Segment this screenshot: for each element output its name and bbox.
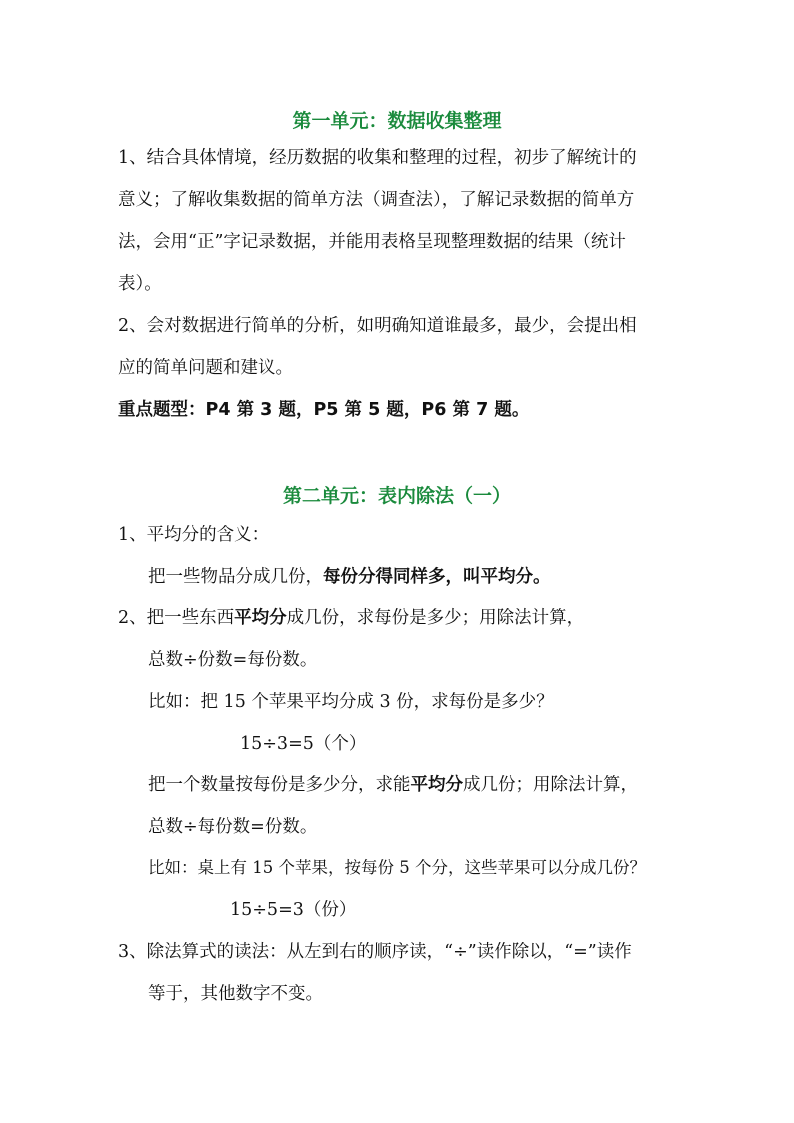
unit1-p1-line1: 1、结合具体情境，经历数据的收集和整理的过程，初步了解统计的 — [118, 148, 637, 168]
unit2-s2-head — [118, 606, 584, 630]
unit1-p2-line2: 应的简单问题和建议。 — [118, 358, 293, 378]
unit2-s3-line1: 3、除法算式的读法：从左到右的顺序读，“÷”读作除以，“=”读作 — [118, 942, 632, 962]
unit2-s3-line2: 等于，其他数字不变。 — [148, 984, 323, 1004]
unit2-s2-line-a: 把一个数量按每份是多少分，求能 — [148, 775, 411, 795]
unit2-s2-eq1: 15÷3=5（个） — [240, 734, 367, 754]
unit2-s1-body — [148, 565, 551, 589]
unit2-s2-head-b: 成几份，求每份是多少；用除法计算， — [286, 608, 585, 628]
unit2-s2-eq2: 15÷5=3（份） — [230, 900, 357, 920]
unit2-s2-line-b: 成几份；用除法计算， — [463, 775, 638, 795]
unit2-s1-body-bold: 每份分得同样多，叫平均分。 — [323, 567, 551, 587]
unit2-s2-head-a: 2、把一些东西 — [118, 608, 235, 628]
unit1-p1-line3: 法，会用“正”字记录数据，并能用表格呈现整理数据的结果（统计 — [118, 232, 626, 252]
unit2-s2-formula2: 总数÷每份数=份数。 — [148, 817, 318, 837]
unit2-s2-line — [148, 773, 638, 797]
unit2-s2-example2: 比如：桌上有 15 个苹果，按每份 5 个分，这些苹果可以分成几份？ — [148, 858, 646, 877]
unit2-s2-head-bold: 平均分 — [234, 608, 287, 628]
unit2-s1-body-plain: 把一些物品分成几份， — [148, 567, 323, 587]
unit2-s2-example1: 比如：把 15 个苹果平均分成 3 份，求每份是多少？ — [148, 692, 554, 712]
unit1-p1-line2: 意义；了解收集数据的简单方法（调查法），了解记录数据的简单方 — [118, 190, 635, 210]
unit1-p2-line1: 2、会对数据进行简单的分析，如明确知道谁最多，最少，会提出相 — [118, 316, 637, 336]
unit2-s2-line-bold: 平均分 — [410, 775, 463, 795]
unit1-title: 第一单元：数据收集整理 — [292, 110, 502, 132]
unit1-p1-line4: 表）。 — [118, 274, 162, 294]
unit2-title: 第二单元：表内除法（一） — [282, 485, 511, 507]
unit2-s1-head: 1、平均分的含义： — [118, 525, 270, 545]
unit2-s2-formula1: 总数÷份数=每份数。 — [148, 650, 318, 670]
unit1-key-types: 重点题型：P4 第 3 题，P5 第 5 题，P6 第 7 题。 — [118, 400, 530, 420]
